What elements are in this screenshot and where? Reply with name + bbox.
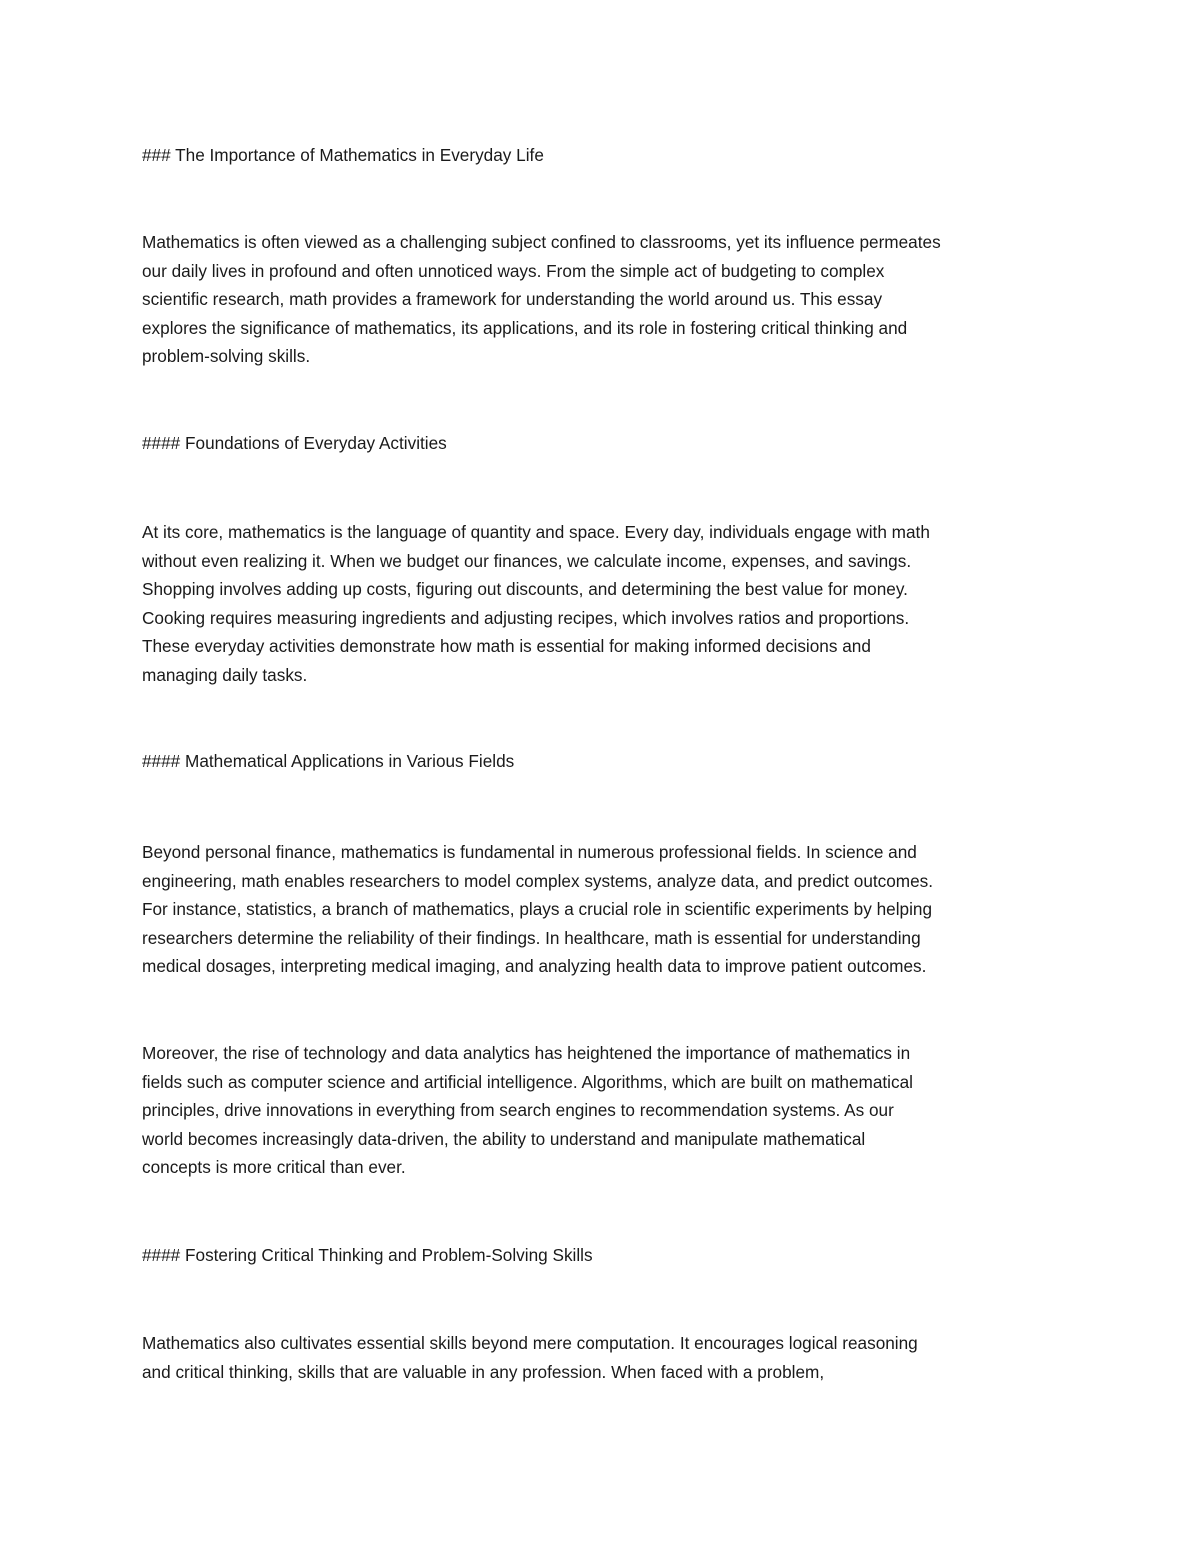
applications-line: world becomes increasingly data-driven, the ability to understand and manipulate mathematical <box>142 1128 866 1149</box>
section-heading-text: #### Fostering Critical Thinking and Problem-Solving Skills <box>142 1245 593 1265</box>
foundations-line: These everyday activities demonstrate how math is essential for making informed decisions and <box>142 636 871 656</box>
foundations-paragraph <box>142 518 1072 689</box>
critical-thinking-line: and critical thinking, skills that are valuable in any profession. When faced with a problem, <box>142 1361 825 1382</box>
intro-line: our daily lives in profound and often unnoticed ways. From the simple act of budgeting to complex <box>142 260 885 281</box>
section-heading-foundations <box>142 429 1072 458</box>
intro-line: scientific research, math provides a framework for understanding the world around us. This essay <box>142 289 883 309</box>
foundations-line: without even realizing it. When we budget our finances, we calculate income, expenses, and savings. <box>142 550 912 571</box>
critical-thinking-paragraph <box>142 1329 1072 1386</box>
applications-line: fields such as computer science and artificial intelligence. Algorithms, which are built on mathematical <box>142 1071 913 1092</box>
applications-line: principles, drive innovations in everything from search engines to recommendation systems. As our <box>142 1100 894 1120</box>
foundations-line: At its core, mathematics is the language of quantity and space. Every day, individuals engage with math <box>142 522 930 542</box>
applications-line: For instance, statistics, a branch of mathematics, plays a crucial role in scientific experiments by helping <box>142 899 933 919</box>
applications-line: Moreover, the rise of technology and data analytics has heightened the importance of mathematics in <box>142 1043 911 1063</box>
intro-line: problem-solving skills. <box>142 346 311 366</box>
critical-thinking-line: Mathematics also cultivates essential skills beyond mere computation. It encourages logical reasoning <box>142 1333 918 1353</box>
intro-line: Mathematics is often viewed as a challenging subject confined to classrooms, yet its influence permeates <box>142 232 941 252</box>
applications-line: medical dosages, interpreting medical imaging, and analyzing health data to improve patient outcomes. <box>142 956 927 976</box>
intro-paragraph <box>142 228 1072 371</box>
applications-line: Beyond personal finance, mathematics is fundamental in numerous professional fields. In science and <box>142 842 917 862</box>
applications-line: engineering, math enables researchers to model complex systems, analyze data, and predict outcomes. <box>142 870 934 891</box>
applications-paragraph-2 <box>142 1039 1072 1182</box>
applications-line: concepts is more critical than ever. <box>142 1157 406 1177</box>
essay-title <box>142 141 1072 170</box>
applications-paragraph-1 <box>142 838 1072 981</box>
foundations-line: Cooking requires measuring ingredients and adjusting recipes, which involves ratios and proportions. <box>142 607 910 628</box>
foundations-line: Shopping involves adding up costs, figuring out discounts, and determining the best value for money. <box>142 579 908 599</box>
section-heading-critical-thinking <box>142 1241 1072 1270</box>
foundations-line: managing daily tasks. <box>142 664 308 685</box>
section-heading-applications <box>142 747 1072 776</box>
section-heading-text: #### Foundations of Everyday Activities <box>142 433 447 453</box>
section-heading-text: #### Mathematical Applications in Various Fields <box>142 751 515 771</box>
intro-line: explores the significance of mathematics, its applications, and its role in fostering critical thinking and <box>142 317 908 338</box>
essay-title-text: ### The Importance of Mathematics in Everyday Life <box>142 145 544 165</box>
applications-line: researchers determine the reliability of their findings. In healthcare, math is essential for understanding <box>142 927 921 948</box>
